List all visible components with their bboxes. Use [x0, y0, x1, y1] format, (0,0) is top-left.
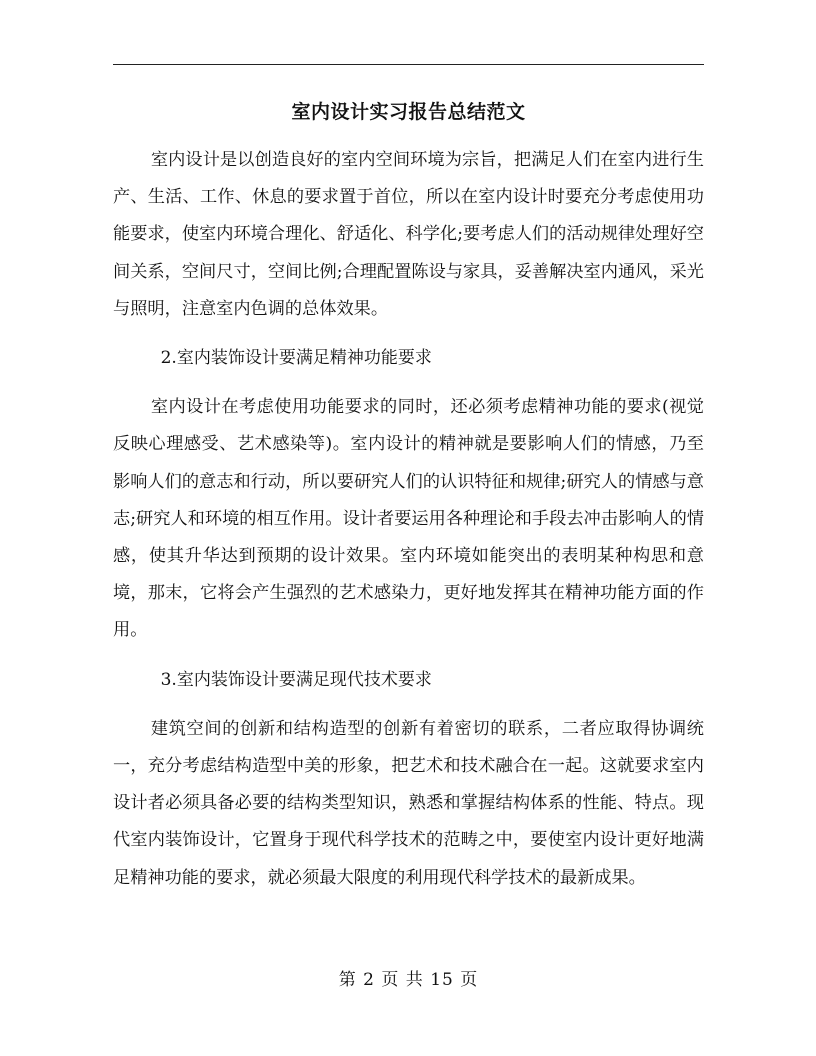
header-rule	[113, 64, 704, 65]
section-heading-3: 3.室内装饰设计要满足现代技术要求	[160, 669, 432, 690]
paragraph-spiritual-function: 室内设计在考虑使用功能要求的同时，还必须考虑精神功能的要求(视觉反映心理感受、艺术感染等)。室内设计的精神就是要影响人们的情感，乃至影响人们的意志和行动，所以要研究人们的认识特征和规律;研究人的情感与意志;研究人和环境的相互作用。设计者要运用各种理论和手段去冲击影响人的情感，使其升华达到预期的设计效果。室内环境如能突出的表明某种构思和意境，那末，它将会产生强烈的艺术感染力，更好地发挥其在精神功能方面的作用。	[113, 397, 704, 641]
page-number-footer: 第 2 页 共 15 页	[338, 970, 479, 990]
paragraph-modern-technology: 建筑空间的创新和结构造型的创新有着密切的联系，二者应取得协调统一，充分考虑结构造型中美的形象，把艺术和技术融合在一起。这就要求室内设计者必须具备必要的结构类型知识，熟悉和掌握结构体系的性能、特点。现代室内装饰设计，它置身于现代科学技术的范畴之中，要使室内设计更好地满足精神功能的要求，就必须最大限度的利用现代科学技术的最新成果。	[113, 718, 704, 888]
section-heading-2: 2.室内装饰设计要满足精神功能要求	[160, 348, 432, 369]
document-title: 室内设计实习报告总结范文	[291, 101, 526, 123]
document-body	[113, 142, 704, 897]
paragraph-intro: 室内设计是以创造良好的室内空间环境为宗旨，把满足人们在室内进行生产、生活、工作、休息的要求置于首位，所以在室内设计时要充分考虑使用功能要求，使室内环境合理化、舒适化、科学化;要考虑人们的活动规律处理好空间关系，空间尺寸，空间比例;合理配置陈设与家具，妥善解决室内通风，采光与照明，注意室内色调的总体效果。	[113, 150, 704, 319]
